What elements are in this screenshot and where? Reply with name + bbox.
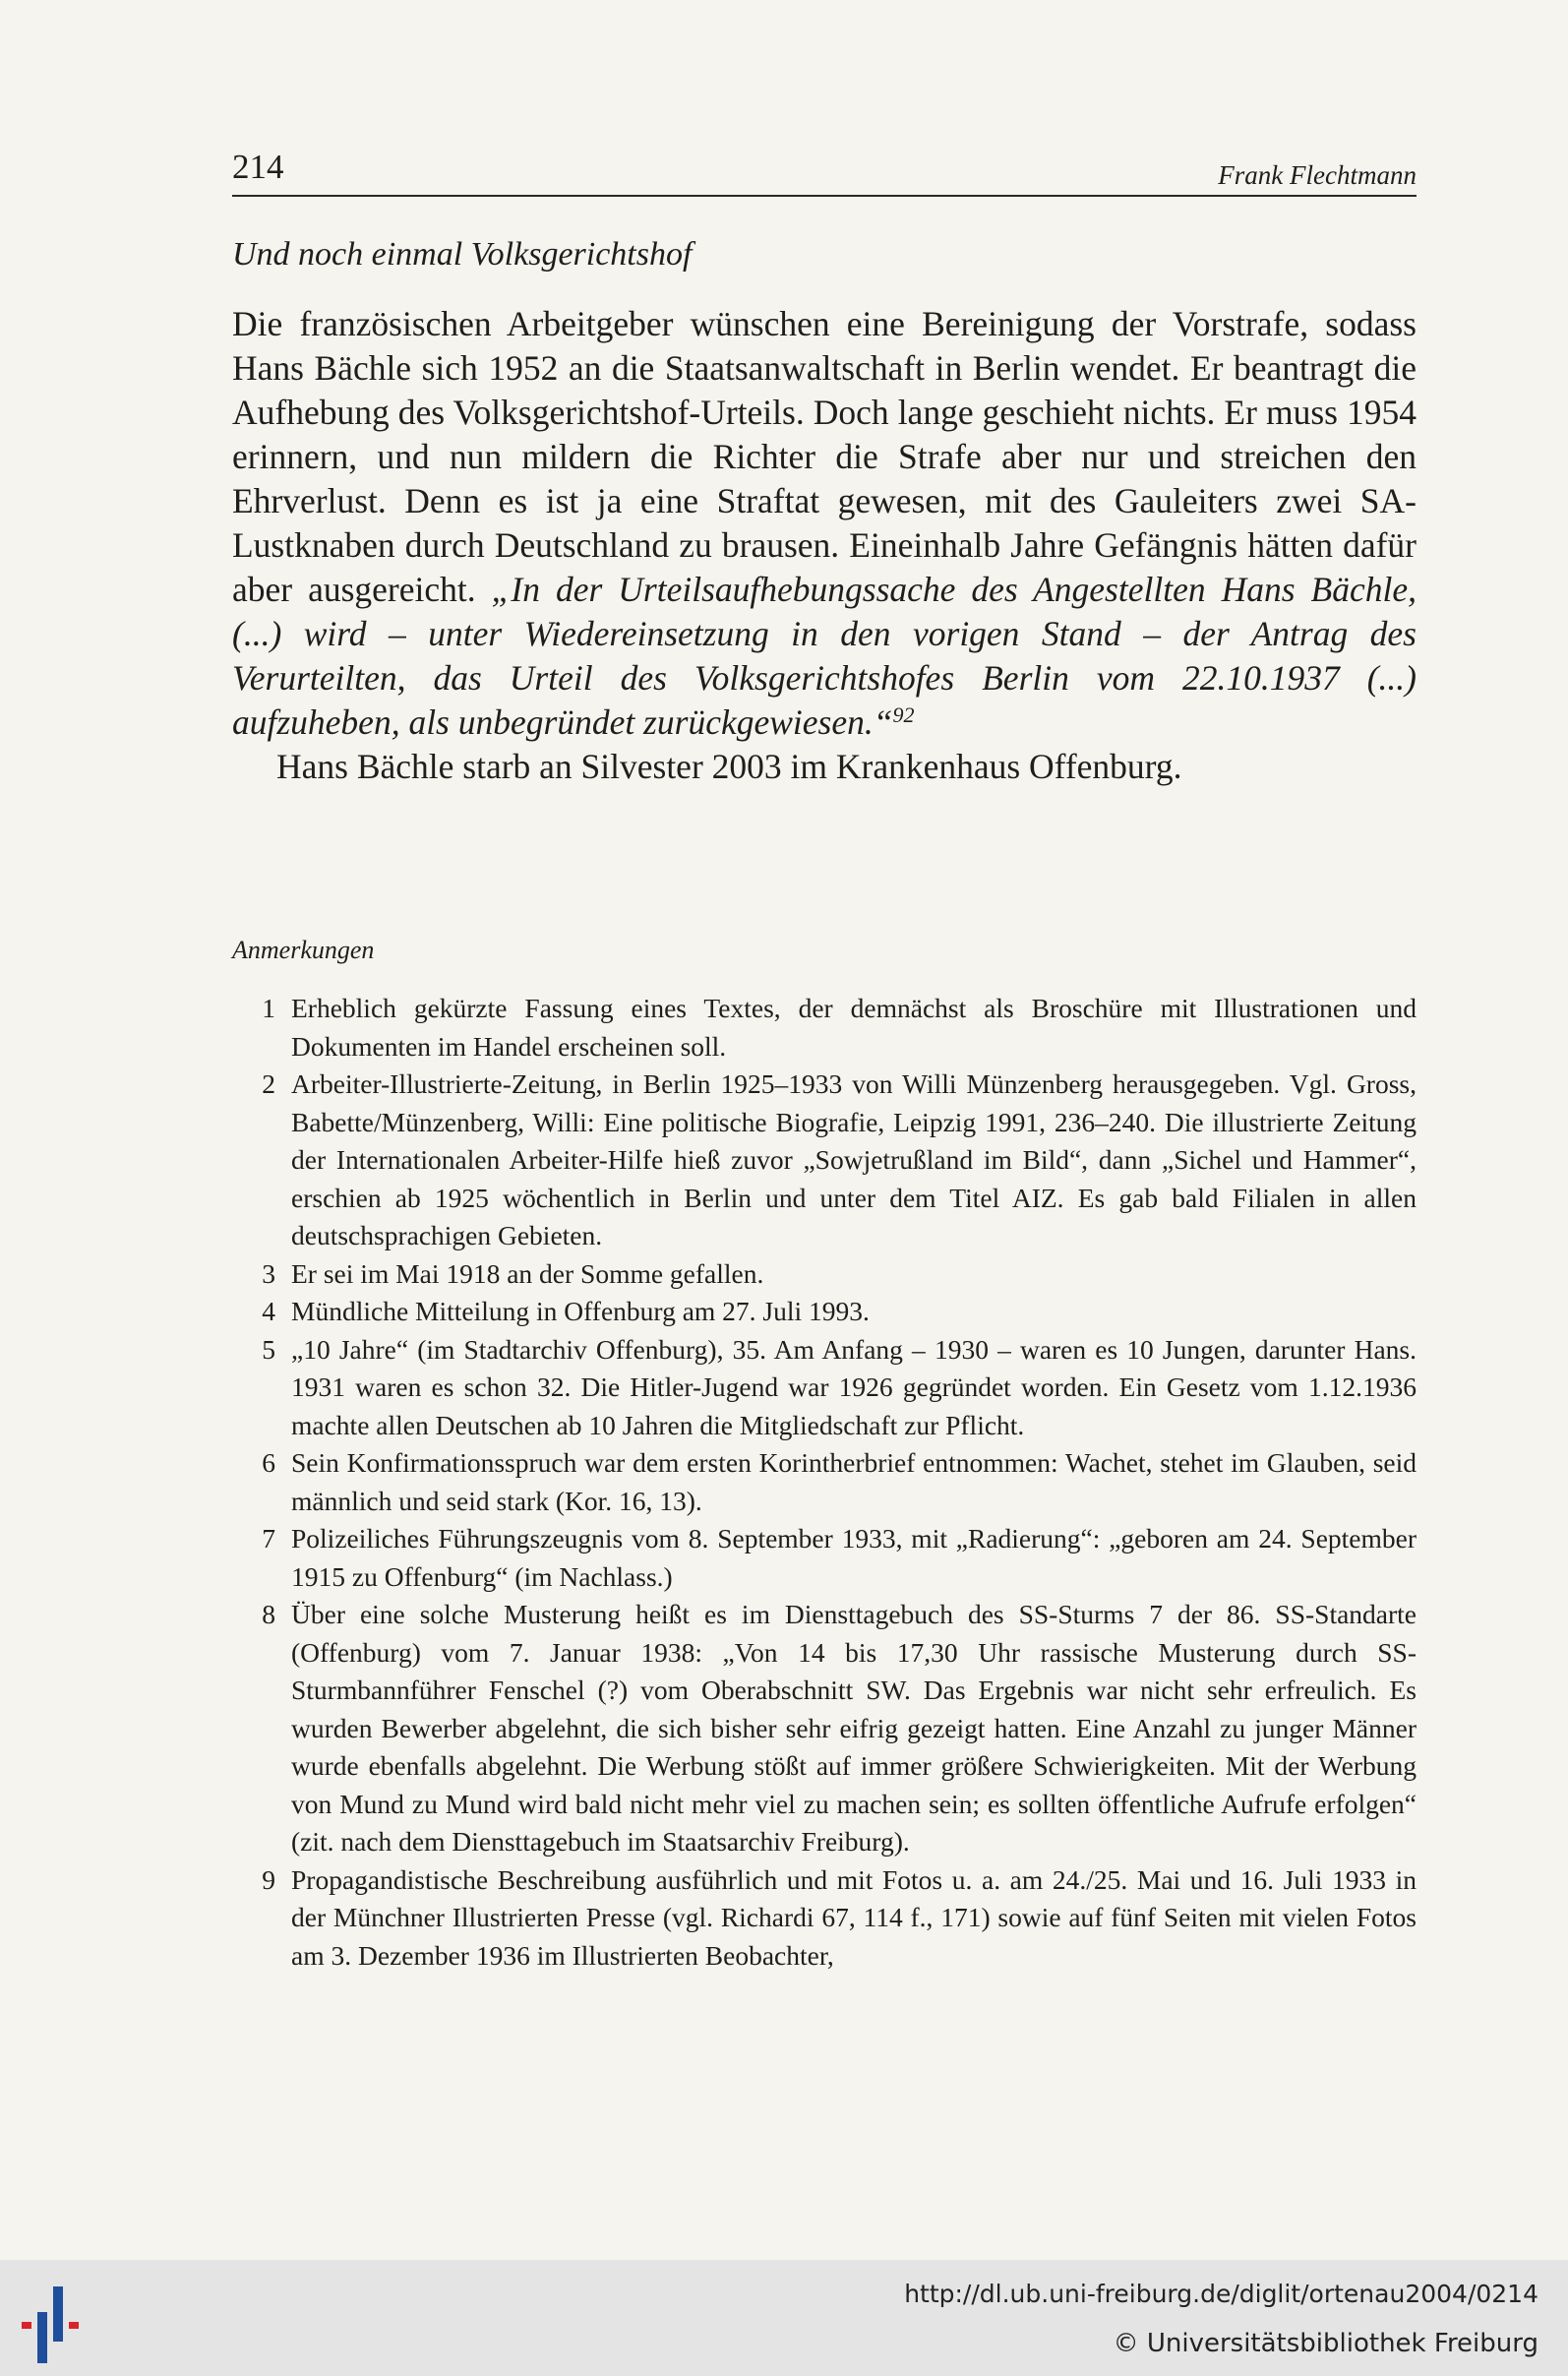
note-text: Mündliche Mitteilung in Offenburg am 27. Juli 1993. xyxy=(291,1296,870,1326)
footer-copyright: © Universitätsbibliothek Freiburg xyxy=(1113,2329,1538,2358)
ub-freiburg-logo-icon xyxy=(20,2281,98,2363)
note-item xyxy=(232,990,1417,1066)
note-text: Über eine solche Musterung heißt es im Diensttagebuch des SS-Sturms 7 der 86. SS-Standarte (Offenburg) vom 7. Januar 1938: „Von 14 bis 17,30 Uhr rassische Musterung durch SS-Sturmbannführer Fenschel (?) vom Oberabschnitt SW. Das Ergebnis war nicht sehr erfreulich. Es wurden Bewerber abgelehnt, die sich bisher sehr eifrig gezeigt hatten. Eine Anzahl zu junger Männer wurde ebenfalls abgelehnt. Die Werbung stößt auf immer größere Schwierigkeiten. Mit der Werbung von Mund zu Mund wird bald nicht mehr viel zu machen sein; es sollten öffentliche Aufrufe erfolgen“ (zit. nach dem Diensttagebuch im Staatsarchiv Freiburg). xyxy=(291,1599,1417,1857)
body-paragraph-text: Die französischen Arbeitgeber wünschen eine Bereinigung der Vorstrafe, sodass Hans Bächle sich 1952 an die Staatsanwaltschaft in Berlin wendet. Er beantragt die Aufhebung des Volksgerichtshof-Urteils. Doch lange geschieht nichts. Er muss 1954 erinnern, und nun mildern die Richter die Strafe aber nur und streichen den Ehrverlust. Denn es ist ja eine Straftat gewesen, mit des Gauleiters zwei SA-Lustknaben durch Deutschland zu brausen. Eineinhalb Jahre Gefängnis hätten dafür aber ausgereicht. xyxy=(232,304,1417,609)
note-number: 2 xyxy=(262,1068,275,1099)
note-item xyxy=(232,1066,1417,1255)
notes-heading: Anmerkungen xyxy=(232,936,375,964)
notes-list xyxy=(232,990,1417,1975)
note-number: 8 xyxy=(262,1599,275,1629)
note-item xyxy=(232,1596,1417,1861)
running-header-author: Frank Flechtmann xyxy=(1218,160,1417,190)
note-number: 4 xyxy=(262,1296,275,1326)
note-text: „10 Jahre“ (im Stadtarchiv Offenburg), 35. Am Anfang – 1930 – waren es 10 Jungen, darunter Hans. 1931 waren es schon 32. Die Hitler-Jugend war 1926 gegründet worden. Ein Gesetz vom 1.12.1936 machte allen Deutschen ab 10 Jahren die Mitgliedschaft zur Pflicht. xyxy=(291,1333,1417,1440)
note-item xyxy=(232,1444,1417,1520)
note-number: 9 xyxy=(262,1863,275,1895)
note-text: Sein Konfirmationsspruch war dem ersten Korintherbrief entnommen: Wachet, stehet im Glauben, seid männlich und seid stark (Kor. 16, 13). xyxy=(291,1447,1417,1516)
section-heading: Und noch einmal Volksgerichtshof xyxy=(232,236,693,273)
page-number: 214 xyxy=(232,148,284,186)
note-text: Polizeiliches Führungszeugnis vom 8. September 1933, mit „Radierung“: „geboren am 24. September 1915 zu Offenburg“ (im Nachlass.) xyxy=(291,1523,1417,1592)
header-rule xyxy=(232,195,1417,197)
note-number: 5 xyxy=(262,1333,275,1365)
note-text: Propagandistische Beschreibung ausführlich und mit Fotos u. a. am 24./25. Mai und 16. Juli 1933 in der Münchner Illustrierten Presse (vgl. Richardi 67, 114 f., 171) sowie auf fünf Seiten mit vielen Fotos am 3. Dezember 1936 im Illustrierten Beobachter, xyxy=(291,1863,1417,1971)
footer-bar xyxy=(0,2260,1568,2376)
closing-paragraph: Hans Bächle starb an Silvester 2003 im Krankenhaus Offenburg. xyxy=(276,747,1182,786)
note-number: 3 xyxy=(262,1257,275,1289)
note-text: Arbeiter-Illustrierte-Zeitung, in Berlin 1925–1933 von Willi Münzenberg herausgegeben. Vgl. Gross, Babette/Münzenberg, Willi: Eine politische Biografie, Leipzig 1991, 236–240. Die illustrierte Zeitung der Internationalen Arbeiter-Hilfe hieß zuvor „Sowjetrußland im Bild“, dann „Sichel und Hammer“, erschien ab 1925 wöchentlich in Berlin und unter dem Titel AIZ. Es gab bald Filialen in allen deutschsprachigen Gebieten. xyxy=(291,1068,1417,1250)
footer-url-link[interactable]: http://dl.ub.uni-freiburg.de/diglit/ortenau2004/0214 xyxy=(904,2280,1538,2308)
body-text xyxy=(232,302,1417,789)
note-item xyxy=(232,1331,1417,1445)
note-number: 6 xyxy=(262,1447,275,1478)
court-ruling-quote: „In der Urteilsaufhebungssache des Angestellten Hans Bächle, (...) wird – unter Wiedereinsetzung in den vorigen Stand – der Antrag des Verurteilten, das Urteil des Volksgerichtshofes Berlin vom 22.10.1937 (...) aufzuheben, als unbegründet zurückgewiesen.“ xyxy=(232,570,1417,742)
note-item xyxy=(232,1293,1417,1331)
note-number: 7 xyxy=(262,1523,275,1554)
note-text: Er sei im Mai 1918 an der Somme gefallen. xyxy=(291,1257,764,1289)
note-text: Erheblich gekürzte Fassung eines Textes, der demnächst als Broschüre mit Illustrationen und Dokumenten im Handel erscheinen soll. xyxy=(291,993,1417,1062)
note-number: 1 xyxy=(262,993,275,1023)
note-item xyxy=(232,1255,1417,1294)
body-paragraph xyxy=(232,302,1417,745)
note-item xyxy=(232,1861,1417,1976)
note-item xyxy=(232,1520,1417,1596)
footnote-marker: 92 xyxy=(892,701,915,727)
